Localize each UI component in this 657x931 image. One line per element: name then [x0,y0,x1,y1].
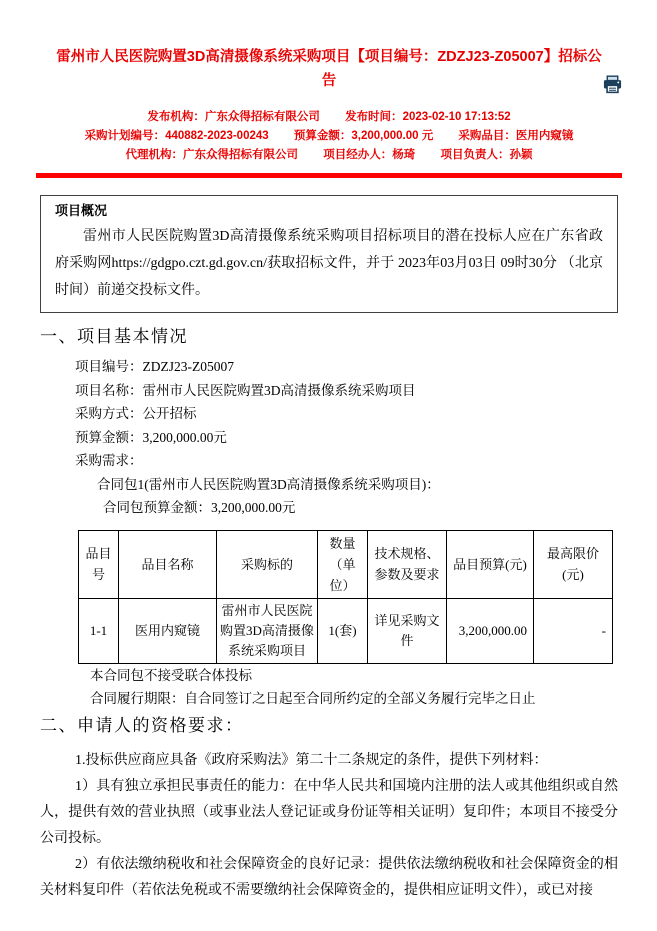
section2-heading: 二、申请人的资格要求： [40,715,244,735]
meta-budget-value: 3,200,000.00 元 [351,130,434,142]
meta-publish-time-label: 发布时间： [345,111,403,123]
meta-handler-value: 杨琦 [392,149,416,161]
cell-quantity: 1(套) [318,598,368,663]
col-item-no: 品目号 [79,530,119,598]
items-table [78,530,613,664]
meta-publisher-label: 发布机构： [147,111,205,123]
budget-line: 预算金额：3,200,000.00元 [75,429,227,445]
meta-category-label: 采购品目： [458,130,516,142]
meta-category-value: 医用内窥镜 [515,130,574,142]
package-line: 合同包1(雷州市人民医院购置3D高清摄像系统采购项目)： [97,476,440,492]
table-row [79,598,613,663]
overview-paragraph: 雷州市人民医院购置3D高清摄像系统采购项目招标项目的潜在投标人应在广东省政府采购网https://gdgpo.czt.gd.gov.cn/获取招标文件，并于 2023年03月03日 09时30分 （北京时间）前递交投标文件。 [55,229,603,298]
col-budget: 品目预算(元) [447,530,534,598]
contract-period-note: 合同履行期限：自合同签订之日起至合同所约定的全部义务履行完毕之日止 [90,690,536,706]
project-name-line: 项目名称：雷州市人民医院购置3D高清摄像系统采购项目 [75,382,416,398]
section1-details [75,355,618,520]
meta-category [458,127,573,146]
meta-row-1 [40,108,618,127]
cell-specs: 详见采购文件 [368,598,447,663]
package-budget-line: 合同包预算金额：3,200,000.00元 [103,500,296,515]
meta-plan-no-label: 采购计划编号： [84,130,166,142]
meta-row-3 [40,146,618,165]
cell-max-price: - [534,598,613,663]
meta-plan-no [85,127,269,146]
meta-agency-label: 代理机构： [125,149,184,161]
col-quantity: 数量（单位） [318,530,368,598]
overview-heading: 项目概况 [55,203,108,218]
meta-publisher-value: 广东众得招标有限公司 [204,111,320,123]
meta-budget [294,127,433,146]
col-item-name: 品目名称 [119,530,217,598]
col-max-price: 最高限价(元) [534,530,613,598]
page-title-line2: 告 [321,73,337,89]
section1-heading: 一、项目基本情况 [40,327,188,346]
meta-block [40,108,618,165]
meta-publisher [147,108,320,127]
meta-agency-value: 广东众得招标有限公司 [183,149,299,161]
table-header-row [79,530,613,598]
qualification-paragraph-2: 1）具有独立承担民事责任的能力：在中华人民共和国境内注册的法人或其他组织或自然人，提供有效的营业执照（或事业法人登记证或身份证等相关证明）复印件；本项目不接受分公司投标。 [40,778,618,846]
cell-item-no: 1-1 [79,598,119,663]
project-no-line: 项目编号：ZDZJ23-Z05007 [75,359,234,374]
demand-line: 采购需求： [75,453,143,468]
meta-plan-no-value: 440882-2023-00243 [165,130,269,142]
cell-subject: 雷州市人民医院购置3D高清摄像系统采购项目 [217,598,318,663]
project-overview-box [40,195,618,313]
meta-handler [323,146,415,165]
meta-row-2 [40,127,618,146]
qualification-paragraph-3: 2）有依法缴纳税收和社会保障资金的良好记录：提供依法缴纳税收和社会保障资金的相关材料复印件（若依法免税或不需要缴纳社会保障资金的，提供相应证明文件），或已对接 [40,856,618,898]
print-button[interactable] [602,74,623,95]
cell-item-name: 医用内窥镜 [119,598,217,663]
meta-leader [440,146,532,165]
meta-leader-value: 孙颖 [509,149,533,161]
meta-budget-label: 预算金额： [293,130,352,142]
col-subject: 采购标的 [217,530,318,598]
red-divider [36,173,622,178]
meta-leader-label: 项目负责人： [440,149,510,161]
qualification-paragraph-1: 1.投标供应商应具备《政府采购法》第二十二条规定的条件，提供下列材料： [75,752,548,768]
page-title [40,45,618,93]
page-title-line1: 雷州市人民医院购置3D高清摄像系统采购项目【项目编号：ZDZJ23-Z05007】招标公 [56,49,602,65]
cell-budget: 3,200,000.00 [447,598,534,663]
meta-agency [126,146,299,165]
no-consortium-note: 本合同包不接受联合体投标 [90,667,252,683]
printer-icon [602,74,623,95]
meta-handler-label: 项目经办人： [323,149,393,161]
meta-publish-time [345,108,511,127]
col-specs: 技术规格、参数及要求 [368,530,447,598]
meta-publish-time-value: 2023-02-10 17:13:52 [402,111,511,123]
procurement-method-line: 采购方式：公开招标 [75,406,197,421]
